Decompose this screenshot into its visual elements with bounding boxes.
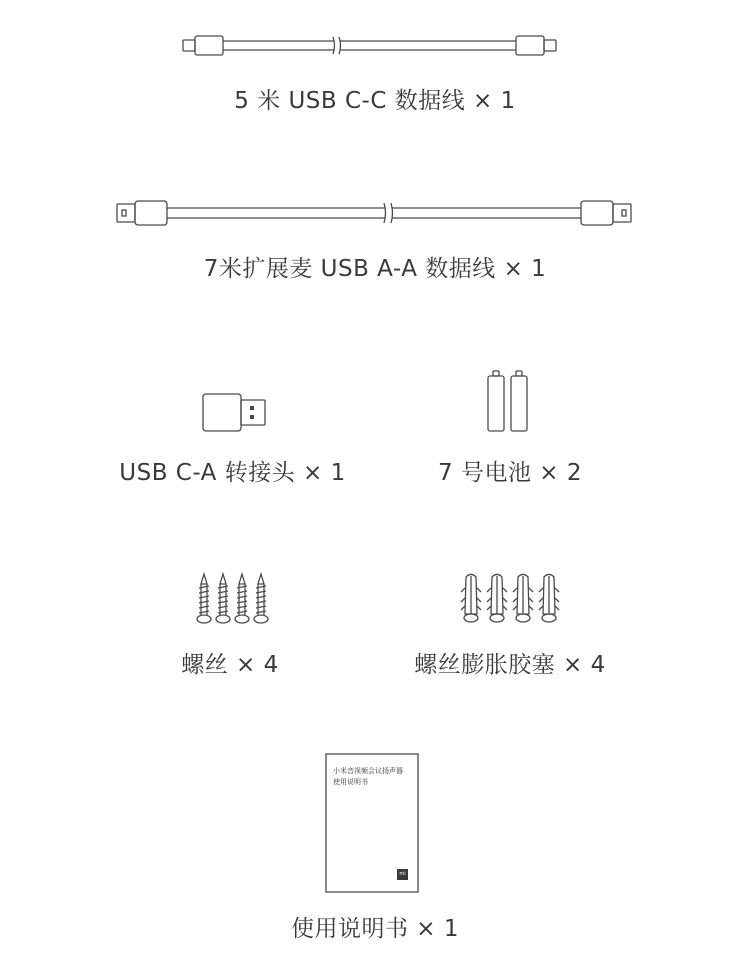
usb-adapter-label: USB C-A 转接头 × 1 xyxy=(119,460,346,486)
manual-cover-title-line1: 小米音视频会议扬声器 xyxy=(333,767,403,775)
anchors-label: 螺丝膨胀胶塞 × 4 xyxy=(414,652,606,678)
manual-label: 使用说明书 × 1 xyxy=(290,916,460,942)
manual-cover-title-line2: 使用说明书 xyxy=(333,778,368,786)
battery-label: 7 号电池 × 2 xyxy=(438,460,582,486)
screws-label: 螺丝 × 4 xyxy=(181,652,279,678)
usb-a-cable-label: 7米扩展麦 USB A-A 数据线 × 1 xyxy=(203,256,547,282)
usb-c-cable-label: 5 米 USB C-C 数据线 × 1 xyxy=(234,88,516,114)
mi-logo-icon: mi xyxy=(397,869,408,880)
